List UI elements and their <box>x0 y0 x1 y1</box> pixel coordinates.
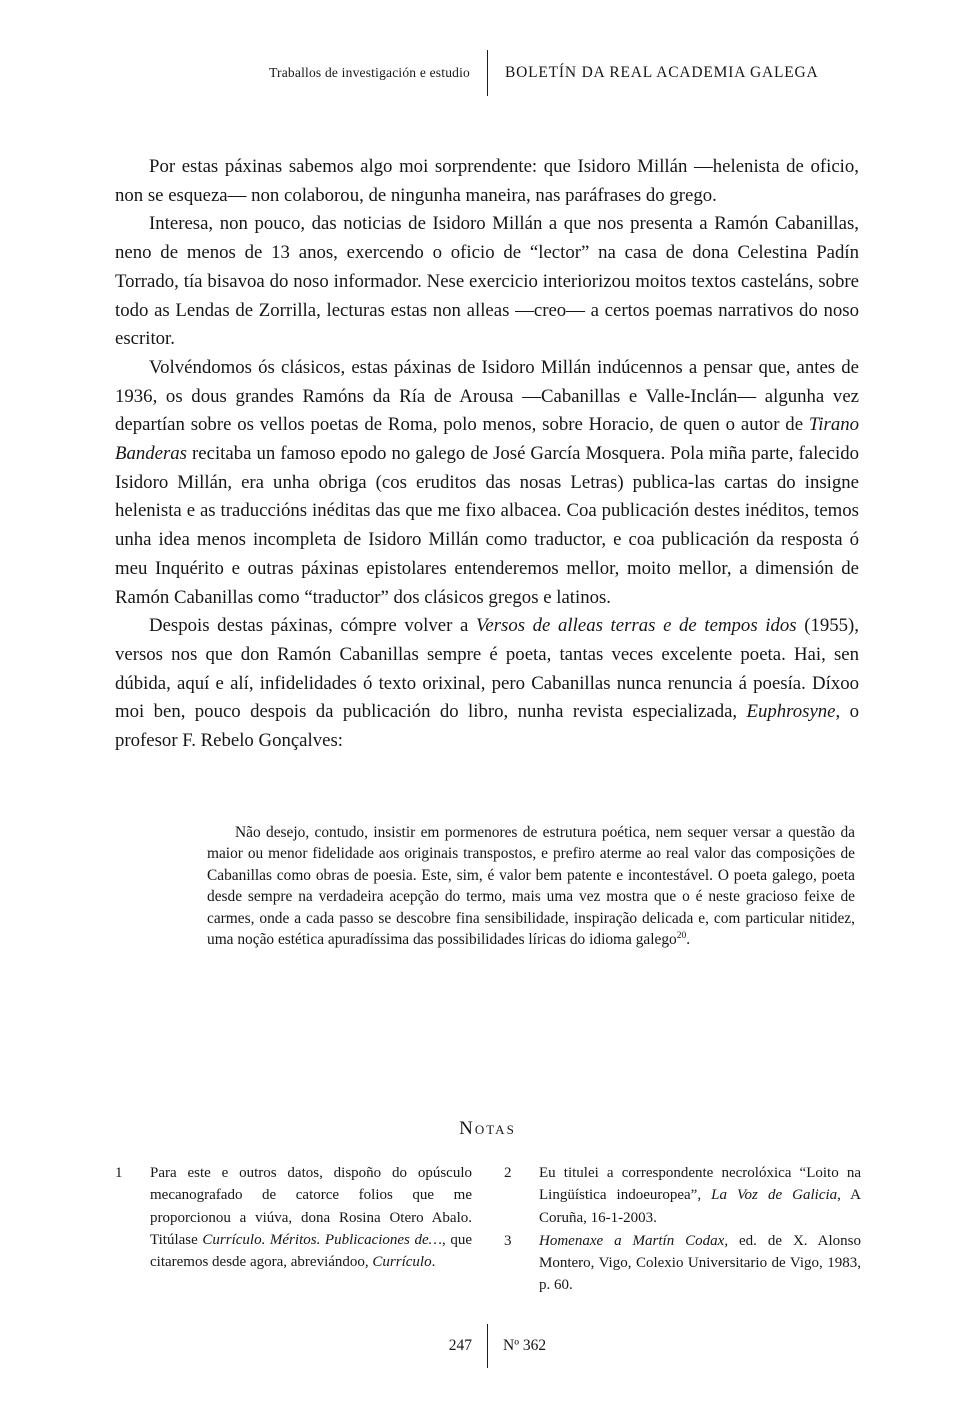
footnote-item <box>504 1230 861 1297</box>
notes-column-right <box>504 1162 861 1298</box>
footnote-text: Para este e outros datos, dispoño do opúsculo mecanografado de catorce folios que me proporcionou a viúva, dona Rosina Otero Abalo. Titúlase Currículo. Méritos. Publicaciones de…, que citaremos desde agora, abreviándoo, Currículo. <box>150 1165 472 1271</box>
notes-section <box>115 1162 861 1298</box>
notes-heading: Notas <box>459 1118 516 1139</box>
footnote-number: 1 <box>115 1165 123 1181</box>
footnote-item <box>504 1162 861 1229</box>
footnote-text: Homenaxe a Martín Codax, ed. de X. Alonso Montero, Vigo, Colexio Universitario de Vigo, 1983, p. 60. <box>539 1232 861 1294</box>
header-section-title: Traballos de investigación e estudio <box>269 65 470 80</box>
body-paragraph-1: Por estas páxinas sabemos algo moi sorprendente: que Isidoro Millán —helenista de oficio, non se esqueza— non colaborou, de ningunha maneira, nas paráfrases do grego. <box>115 156 859 206</box>
footnote-text: Eu titulei a correspondente necrolóxica “Loito na Lingüística indoeuropea”, La Voz de Galicia, A Coruña, 16-1-2003. <box>539 1165 861 1226</box>
notes-column-left <box>115 1162 472 1298</box>
body-paragraph-2: Interesa, non pouco, das noticias de Isidoro Millán a que nos presenta a Ramón Cabanillas, neno de menos de 13 anos, exercendo o oficio de “lector” na casa de dona Celestina Padín Torrado, tía bisavoa do noso informador. Nese exercicio interiorizou moitos textos casteláns, sobre todo as Lendas de Zorrilla, lecturas estas non alleas —creo— a certos poemas narrativos do noso escritor. <box>115 213 859 350</box>
issue-number: Nº 362 <box>503 1337 547 1354</box>
body-paragraph-4: Despois destas páxinas, cómpre volver a Versos de alleas terras e de tempos idos (1955), versos nos que don Ramón Cabanillas sempre é poeta, tantas veces excelente poeta. Hai, sen dúbida, aquí e alí, infidelidades ó texto orixinal, pero Cabanillas nunca renuncia á poesía. Díxoo moi ben, pouco despois da publicación do libro, nunha revista especializada, Euphrosyne, o profesor F. Rebelo Gonçalves: <box>115 615 859 752</box>
page-footer <box>0 1324 975 1368</box>
footnote-number: 2 <box>504 1165 512 1181</box>
page-header <box>0 50 975 96</box>
header-journal-title: BOLETÍN DA REAL ACADEMIA GALEGA <box>505 64 819 81</box>
footnote-number: 3 <box>504 1232 512 1249</box>
article-body <box>115 153 859 756</box>
body-paragraph-3: Volvéndomos ós clásicos, estas páxinas de Isidoro Millán indúcennos a pensar que, antes de 1936, os dous grandes Ramóns da Ría de Arousa —Cabanillas e Valle-Inclán— algunha vez departían sobre os vellos poetas de Roma, polo menos, sobre Horacio, de quen o autor de Tirano Banderas recitaba un famoso epodo no galego de José García Mosquera. Pola miña parte, falecido Isidoro Millán, era unha obriga (cos eruditos das nosas Letras) publica-las cartas do insigne helenista e as traduccións inéditas das que me fixo albacea. Coa publicación destes inéditos, temos unha idea menos incompleta de Isidoro Millán como traductor, e coa publicación da resposta ó meu Inquérito e outras páxinas epistolares entenderemos mellor, moito mellor, a dimensión de Ramón Cabanillas como “traductor” dos clásicos gregos e latinos. <box>115 356 859 608</box>
footnote-item <box>115 1162 472 1273</box>
page-number: 247 <box>448 1337 472 1354</box>
block-quote: Não desejo, contudo, insistir em pormenores de estrutura poética, nem sequer versar a questão da maior ou menor fidelidade aos originais transpostos, e prefiro aterme ao real valor das composições de Cabanillas como obras de poesia. Este, sim, é valor bem patente e incontestável. O poeta galego, poeta desde sempre na verdadeira acepção do termo, mais uma vez mostra que o é neste gracioso feixe de carmes, onde a cada passo se descobre fina sensibilidade, inspiração delicada e, com particular nitidez, uma noção estética apuradíssima das possibilidades líricas do idioma galego$^{20}$. <box>207 824 855 949</box>
